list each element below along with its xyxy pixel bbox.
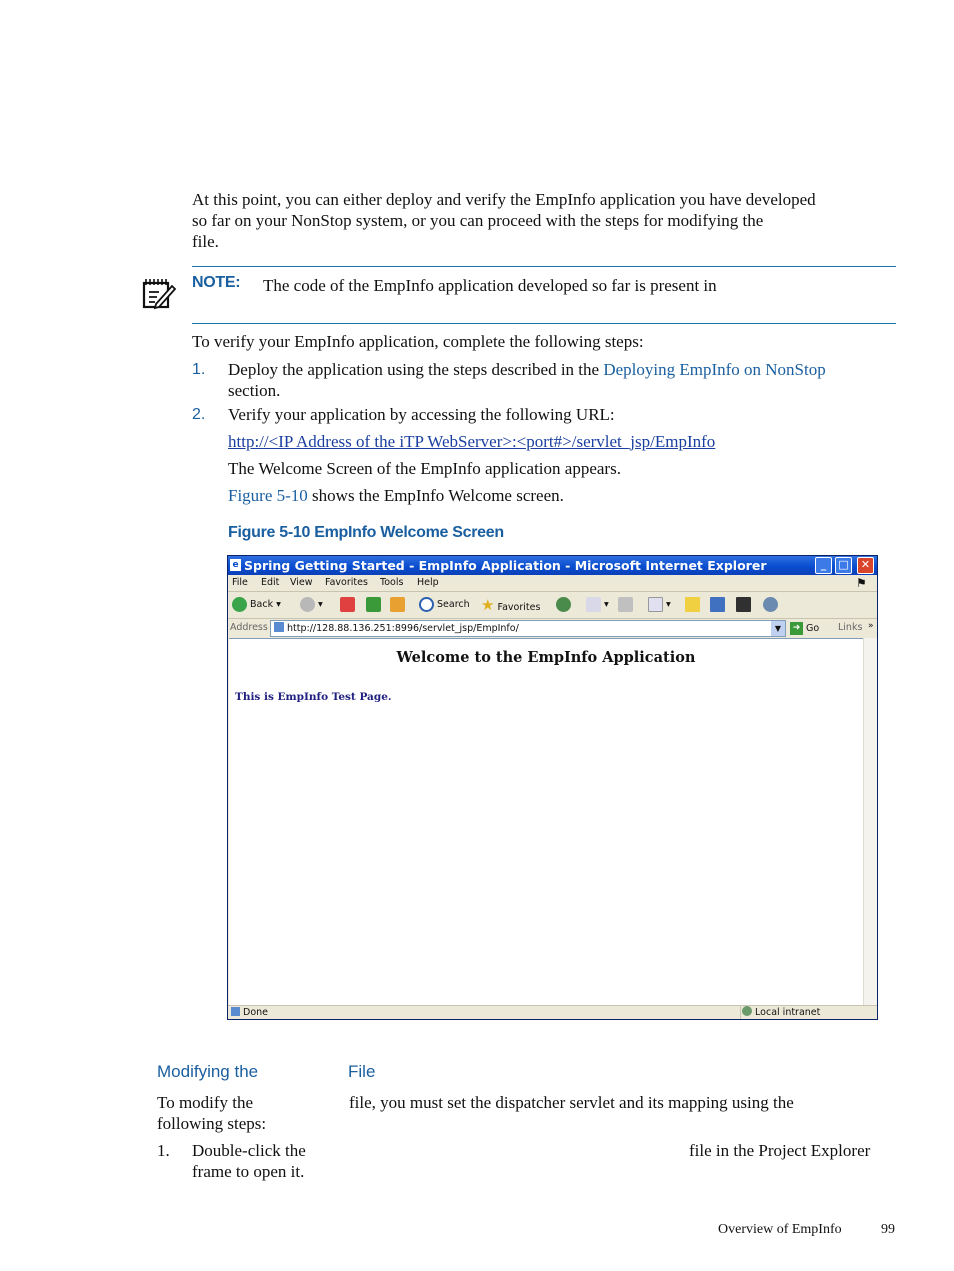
history-icon bbox=[556, 597, 571, 612]
menu-view[interactable]: View bbox=[290, 577, 313, 588]
go-label: Go bbox=[806, 623, 820, 634]
figure-ref-after: shows the EmpInfo Welcome screen. bbox=[312, 486, 564, 505]
links-label[interactable]: Links bbox=[838, 622, 863, 633]
address-url: http://128.88.136.251:8996/servlet_jsp/EmpInfo/ bbox=[287, 623, 519, 634]
address-input[interactable] bbox=[270, 620, 786, 637]
refresh-icon bbox=[366, 597, 381, 612]
messenger-button[interactable] bbox=[710, 596, 725, 614]
home-button[interactable] bbox=[390, 596, 405, 614]
status-zone bbox=[742, 1006, 820, 1020]
figure-ref-line bbox=[228, 485, 564, 506]
forward-arrow-icon bbox=[300, 597, 315, 612]
section-step-1-b: file in the Project Explorer bbox=[689, 1141, 871, 1160]
go-arrow-icon: ➜ bbox=[790, 622, 803, 635]
address-dropdown-icon[interactable]: ▼ bbox=[771, 621, 785, 636]
figure-ref-link[interactable]: Figure 5-10 bbox=[228, 486, 308, 505]
section-para-1a: To modify the bbox=[157, 1093, 254, 1112]
step-1-text-before: Deploy the application using the steps described in the bbox=[228, 360, 600, 379]
status-zone-label: Local intranet bbox=[755, 1007, 821, 1018]
close-button[interactable]: ✕ bbox=[857, 557, 874, 574]
section-step-1-c: frame to open it. bbox=[192, 1162, 305, 1181]
maximize-button[interactable]: □ bbox=[835, 557, 852, 574]
mail-button[interactable]: ▾ bbox=[586, 596, 609, 614]
search-button[interactable] bbox=[419, 596, 470, 614]
note-label: NOTE: bbox=[192, 274, 241, 291]
step-1-number: 1. bbox=[192, 361, 206, 378]
minimize-button[interactable]: _ bbox=[815, 557, 832, 574]
note-icon bbox=[142, 278, 176, 310]
step-2-text: Verify your application by accessing the following URL: bbox=[228, 405, 615, 424]
menu-edit[interactable]: Edit bbox=[261, 577, 280, 588]
step-1-text-after: section. bbox=[228, 381, 281, 400]
address-label: Address bbox=[230, 622, 268, 633]
mail-icon bbox=[586, 597, 601, 612]
print-button[interactable] bbox=[618, 596, 633, 614]
step-1-text bbox=[228, 359, 826, 380]
folder-icon bbox=[685, 597, 700, 612]
note-top-rule bbox=[192, 266, 896, 267]
footer-title: Overview of EmpInfo bbox=[718, 1222, 842, 1237]
figure-caption: Figure 5-10 EmpInfo Welcome Screen bbox=[228, 524, 504, 541]
chevron-right-icon[interactable]: » bbox=[868, 621, 874, 631]
status-page-icon bbox=[231, 1007, 240, 1016]
verify-intro: To verify your EmpInfo application, complete the following steps: bbox=[192, 332, 644, 351]
note-text: The code of the EmpInfo application developed so far is present in bbox=[263, 276, 717, 295]
browser-titlebar bbox=[228, 556, 877, 575]
research-button[interactable] bbox=[736, 596, 751, 614]
welcome-screen-text: The Welcome Screen of the EmpInfo application appears. bbox=[228, 459, 621, 478]
intro-line-2: so far on your NonStop system, or you can proceed with the steps for modifying the bbox=[192, 211, 764, 230]
stop-button[interactable] bbox=[340, 596, 355, 614]
search-label: Search bbox=[437, 599, 470, 610]
address-bar bbox=[228, 619, 877, 637]
browser-window bbox=[227, 555, 878, 1020]
status-bar bbox=[228, 1005, 877, 1020]
section-step-1-a: Double-click the bbox=[192, 1141, 306, 1160]
home-icon bbox=[390, 597, 405, 612]
section-step-1-number: 1. bbox=[157, 1141, 170, 1160]
intro-paragraph bbox=[192, 189, 902, 252]
gears-icon bbox=[763, 597, 778, 612]
step-2-number: 2. bbox=[192, 406, 206, 423]
ie-icon: e bbox=[230, 559, 241, 571]
status-done: Done bbox=[243, 1007, 268, 1018]
menu-file[interactable]: File bbox=[232, 577, 248, 588]
history-button[interactable] bbox=[556, 596, 571, 614]
section-para-2: following steps: bbox=[157, 1114, 267, 1133]
section-heading-part-1: Modifying the bbox=[157, 1062, 259, 1081]
favorites-button[interactable] bbox=[481, 596, 540, 614]
back-label: Back bbox=[250, 599, 274, 610]
page-content bbox=[229, 638, 863, 1006]
word-icon bbox=[648, 597, 663, 612]
refresh-button[interactable] bbox=[366, 596, 381, 614]
menu-bar bbox=[228, 575, 877, 592]
section-heading-part-2: File bbox=[348, 1062, 376, 1081]
search-icon bbox=[419, 597, 434, 612]
browser-toolbar bbox=[228, 592, 877, 619]
binary-icon bbox=[736, 597, 751, 612]
forward-button[interactable]: ▾ bbox=[300, 596, 323, 614]
back-arrow-icon bbox=[232, 597, 247, 612]
intro-line-3: file. bbox=[192, 232, 219, 251]
page-icon bbox=[274, 622, 284, 632]
back-button[interactable]: Back ▾ bbox=[232, 596, 281, 614]
intro-line-1: At this point, you can either deploy and verify the EmpInfo application you have developed bbox=[192, 190, 816, 209]
go-button[interactable] bbox=[790, 620, 819, 638]
vertical-scrollbar[interactable] bbox=[863, 638, 878, 1005]
print-icon bbox=[618, 597, 633, 612]
edit-button[interactable]: ▾ bbox=[648, 596, 671, 614]
discuss-button[interactable] bbox=[685, 596, 700, 614]
note-toolbar-icon bbox=[710, 597, 725, 612]
favorites-label: Favorites bbox=[497, 602, 541, 613]
deploying-empinfo-link[interactable]: Deploying EmpInfo on NonStop bbox=[603, 360, 826, 379]
menu-favorites[interactable]: Favorites bbox=[325, 577, 368, 588]
windows-flag-icon: ⚑ bbox=[856, 576, 867, 590]
empinfo-url-link[interactable]: http://<IP Address of the iTP WebServer>:<port#>/servlet_jsp/EmpInfo bbox=[228, 432, 716, 451]
browser-title: Spring Getting Started - EmpInfo Application - Microsoft Internet Explorer bbox=[244, 558, 767, 573]
menu-tools[interactable]: Tools bbox=[380, 577, 404, 588]
intranet-icon bbox=[742, 1006, 752, 1016]
tools-extra-button[interactable] bbox=[763, 596, 778, 614]
status-divider bbox=[740, 1006, 741, 1020]
menu-help[interactable]: Help bbox=[417, 577, 439, 588]
section-para-1b: file, you must set the dispatcher servlet and its mapping using the bbox=[349, 1093, 794, 1112]
page-number: 99 bbox=[881, 1222, 895, 1237]
star-icon: ★ bbox=[481, 596, 495, 614]
page-heading: Welcome to the EmpInfo Application bbox=[396, 649, 696, 666]
page-text: This is EmpInfo Test Page. bbox=[235, 691, 392, 703]
stop-icon bbox=[340, 597, 355, 612]
note-bottom-rule bbox=[192, 323, 896, 324]
